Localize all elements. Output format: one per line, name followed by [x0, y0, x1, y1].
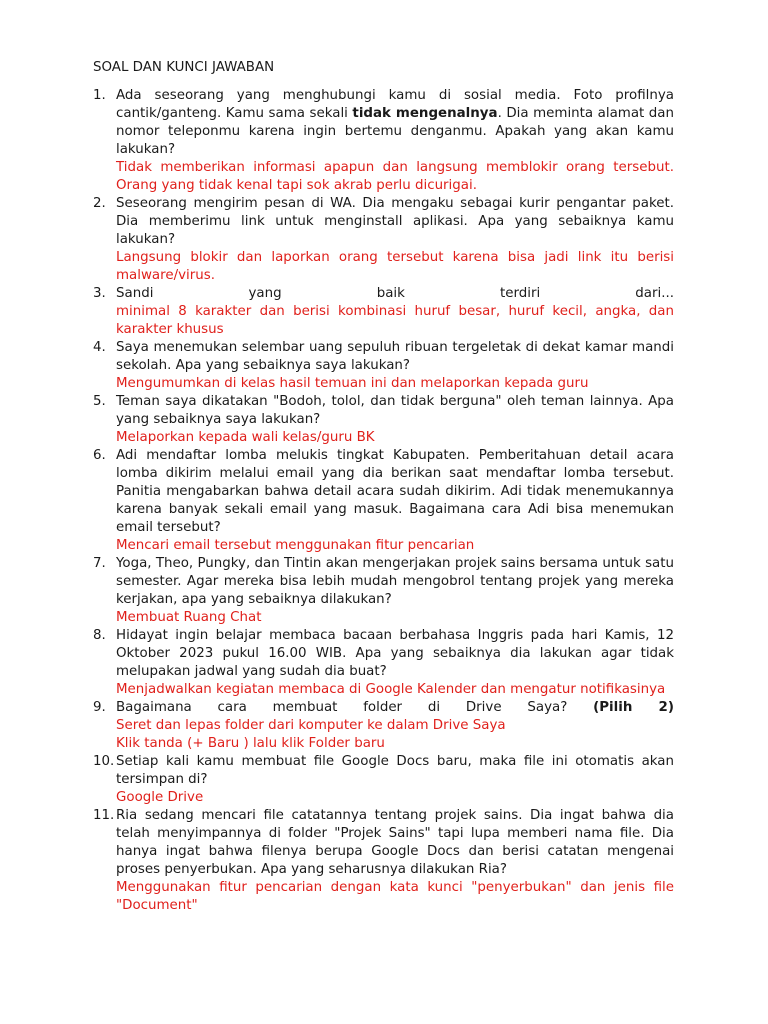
question-list	[93, 87, 674, 915]
question-item-6	[93, 447, 674, 555]
answer-text: Tidak memberikan informasi apapun dan langsung memblokir orang tersebut. Orang yang tidak kenal tapi sok akrab perlu dicurigai.	[116, 160, 674, 193]
answer-text: Mengumumkan di kelas hasil temuan ini dan melaporkan kepada guru	[116, 376, 589, 391]
question-number: 9.	[93, 700, 106, 715]
question-emphasis: (Pilih 2)	[593, 700, 674, 715]
answer-text: Klik tanda (+ Baru ) lalu klik Folder baru	[116, 736, 385, 751]
answer-text: Langsung blokir dan laporkan orang tersebut karena bisa jadi link itu berisi malware/virus.	[116, 250, 674, 283]
question-item-2	[93, 195, 674, 285]
question-item-1	[93, 87, 674, 195]
question-number: 1.	[93, 88, 106, 103]
question-number: 10.	[93, 754, 115, 769]
question-number: 8.	[93, 628, 106, 643]
question-text: Setiap kali kamu membuat file Google Docs baru, maka file ini otomatis akan tersimpan di?	[116, 754, 674, 787]
answer-text: Mencari email tersebut menggunakan fitur pencarian	[116, 538, 475, 553]
question-text: Hidayat ingin belajar membaca bacaan berbahasa Inggris pada hari Kamis, 12 Oktober 2023 pukul 16.00 WIB. Apa yang sebaiknya dia lakukan agar tidak melupakan jadwal yang sudah dia buat?	[116, 628, 674, 679]
question-item-8	[93, 627, 674, 699]
question-text: Yoga, Theo, Pungky, dan Tintin akan mengerjakan projek sains bersama untuk satu semester. Agar mereka bisa lebih mudah mengobrol tentang projek yang mereka kerjakan, apa yang sebaiknya dilakukan?	[116, 556, 674, 607]
answer-text: Seret dan lepas folder dari komputer ke dalam Drive Saya	[116, 718, 506, 733]
question-item-5	[93, 393, 674, 447]
question-item-11	[93, 807, 674, 915]
document-title: SOAL DAN KUNCI JAWABAN	[93, 60, 275, 75]
question-text: Seseorang mengirim pesan di WA. Dia mengaku sebagai kurir pengantar paket. Dia memberimu link untuk menginstall aplikasi. Apa yang sebaiknya kamu lakukan?	[116, 196, 674, 247]
question-number: 5.	[93, 394, 106, 409]
question-number: 3.	[93, 286, 106, 301]
question-number: 4.	[93, 340, 106, 355]
question-item-3	[93, 285, 674, 339]
answer-text: Google Drive	[116, 790, 204, 805]
question-emphasis: tidak mengenalnya	[352, 106, 498, 121]
question-item-10	[93, 753, 674, 807]
answer-text: Melaporkan kepada wali kelas/guru BK	[116, 430, 375, 445]
question-item-9	[93, 699, 674, 753]
question-text: Saya menemukan selembar uang sepuluh ribuan tergeletak di dekat kamar mandi sekolah. Apa yang sebaiknya saya lakukan?	[116, 340, 674, 373]
question-item-7	[93, 555, 674, 627]
question-text: Ria sedang mencari file catatannya tentang projek sains. Dia ingat bahwa dia telah menyimpannya di folder "Projek Sains" tapi lupa memberi nama file. Dia hanya ingat bahwa filenya berupa Google Docs dan berisi catatan mengenai proses penyerbukan. Apa yang seharusnya dilakukan Ria?	[116, 808, 674, 877]
question-number: 6.	[93, 448, 106, 463]
answer-text: Menggunakan fitur pencarian dengan kata kunci "penyerbukan" dan jenis file "Document"	[116, 880, 674, 913]
question-number: 7.	[93, 556, 106, 571]
question-text: Sandi yang baik terdiri dari...	[116, 286, 674, 301]
question-number: 11.	[93, 808, 115, 823]
answer-text: Membuat Ruang Chat	[116, 610, 262, 625]
question-number: 2.	[93, 196, 106, 211]
question-text: Adi mendaftar lomba melukis tingkat Kabupaten. Pemberitahuan detail acara lomba dikirim melalui email yang dia berikan saat mendaftar lomba tersebut. Panitia mengabarkan bahwa detail acara sudah dikirim. Adi tidak menemukannya karena banyak sekali email yang masuk. Bagaimana cara Adi bisa menemukan email tersebut?	[116, 448, 674, 535]
answer-text: minimal 8 karakter dan berisi kombinasi huruf besar, huruf kecil, angka, dan karakter khusus	[116, 304, 674, 337]
answer-text: Menjadwalkan kegiatan membaca di Google Kalender dan mengatur notifikasinya	[116, 682, 666, 697]
question-item-4	[93, 339, 674, 393]
question-text: Teman saya dikatakan "Bodoh, tolol, dan tidak berguna" oleh teman lainnya. Apa yang sebaiknya saya lakukan?	[116, 394, 674, 427]
question-text: Bagaimana cara membuat folder di Drive Saya? (Pilih 2)	[116, 700, 674, 715]
question-text: Ada seseorang yang menghubungi kamu di sosial media. Foto profilnya cantik/ganteng. Kamu sama sekali tidak mengenalnya. Dia meminta alamat dan nomor teleponmu karena ingin bertemu denganmu. Apakah yang akan kamu lakukan?	[116, 88, 674, 157]
